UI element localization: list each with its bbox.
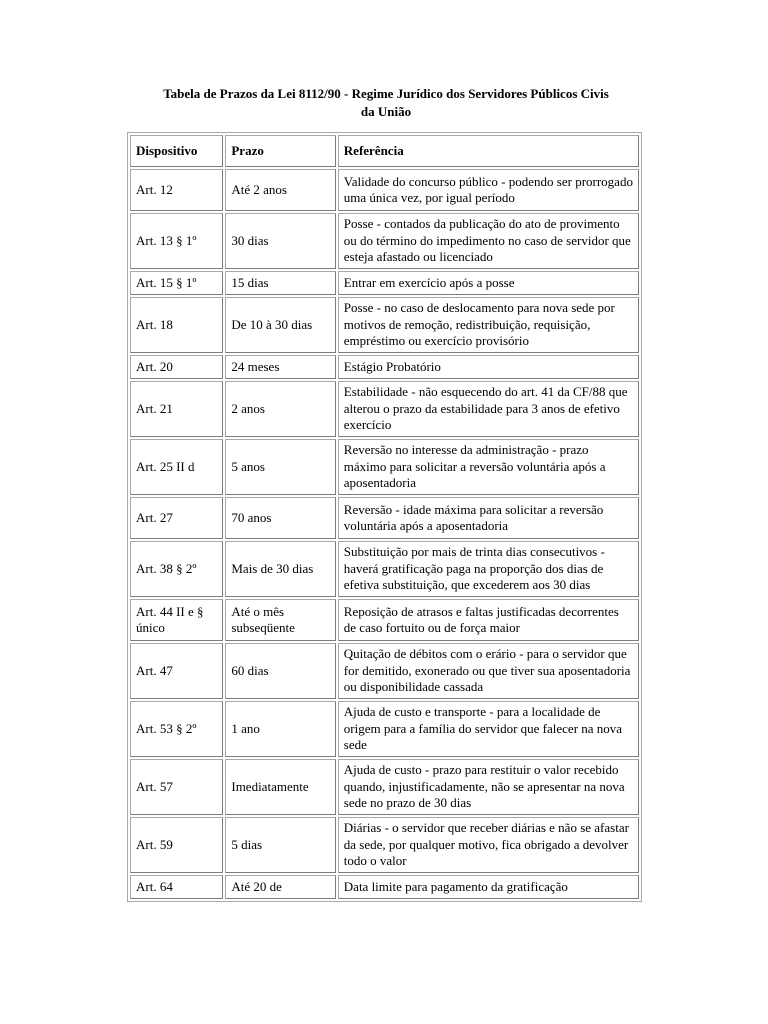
document-title	[130, 85, 642, 121]
cell-prazo: 30 dias	[225, 213, 335, 269]
header-prazo: Prazo	[225, 135, 335, 167]
cell-dispositivo: Art. 21	[130, 381, 223, 437]
cell-prazo: De 10 à 30 dias	[225, 297, 335, 353]
cell-referencia: Ajuda de custo - prazo para restituir o valor recebido quando, injustificadamente, não se apresentar na nova sede no prazo de 30 dias	[338, 759, 639, 815]
table-row	[130, 213, 639, 269]
title-line-1: Tabela de Prazos da Lei 8112/90 - Regime Jurídico dos Servidores Públicos Civis	[163, 86, 609, 101]
table-row	[130, 759, 639, 815]
cell-dispositivo: Art. 38 § 2º	[130, 541, 223, 597]
cell-referencia: Ajuda de custo e transporte - para a localidade de origem para a família do servidor que falecer na nova sede	[338, 701, 639, 757]
cell-dispositivo: Art. 57	[130, 759, 223, 815]
cell-dispositivo: Art. 27	[130, 497, 223, 539]
cell-referencia: Estabilidade - não esquecendo do art. 41 da CF/88 que alterou o prazo da estabilidade para 3 anos de efetivo exercício	[338, 381, 639, 437]
table-row	[130, 817, 639, 873]
cell-prazo: 15 dias	[225, 271, 335, 295]
cell-referencia: Posse - no caso de deslocamento para nova sede por motivos de remoção, redistribuição, requisição, empréstimo ou exercício provisório	[338, 297, 639, 353]
cell-referencia: Quitação de débitos com o erário - para o servidor que for demitido, exonerado ou que tiver sua aposentadoria ou disponibilidade cassada	[338, 643, 639, 699]
header-dispositivo: Dispositivo	[130, 135, 223, 167]
cell-prazo: 70 anos	[225, 497, 335, 539]
table-row	[130, 497, 639, 539]
cell-referencia: Diárias - o servidor que receber diárias e não se afastar da sede, por qualquer motivo, fica obrigado a devolver todo o valor	[338, 817, 639, 873]
cell-referencia: Substituição por mais de trinta dias consecutivos - haverá gratificação paga na proporção dos dias de efetiva substituição, que excederem aos 30 dias	[338, 541, 639, 597]
cell-prazo: 2 anos	[225, 381, 335, 437]
cell-prazo: Até 20 de	[225, 875, 335, 899]
cell-dispositivo: Art. 64	[130, 875, 223, 899]
title-line-2: da União	[360, 104, 412, 119]
table-row	[130, 271, 639, 295]
cell-prazo: 24 meses	[225, 355, 335, 379]
table-row	[130, 875, 639, 899]
cell-prazo: Mais de 30 dias	[225, 541, 335, 597]
cell-referencia: Reposição de atrasos e faltas justificadas decorrentes de caso fortuito ou de força maior	[338, 599, 639, 641]
deadlines-table	[127, 132, 642, 902]
cell-referencia: Reversão - idade máxima para solicitar a reversão voluntária após a aposentadoria	[338, 497, 639, 539]
table-row	[130, 355, 639, 379]
cell-referencia: Estágio Probatório	[338, 355, 639, 379]
cell-dispositivo: Art. 15 § 1º	[130, 271, 223, 295]
cell-dispositivo: Art. 13 § 1º	[130, 213, 223, 269]
table-row	[130, 701, 639, 757]
cell-prazo: Até o mês subseqüente	[225, 599, 335, 641]
cell-dispositivo: Art. 25 II d	[130, 439, 223, 495]
cell-prazo: Imediatamente	[225, 759, 335, 815]
table-row	[130, 297, 639, 353]
table-row	[130, 599, 639, 641]
table-row	[130, 541, 639, 597]
cell-referencia: Entrar em exercício após a posse	[338, 271, 639, 295]
table-row	[130, 439, 639, 495]
cell-referencia: Reversão no interesse da administração - prazo máximo para solicitar a reversão voluntária após a aposentadoria	[338, 439, 639, 495]
cell-dispositivo: Art. 53 § 2º	[130, 701, 223, 757]
cell-prazo: 5 dias	[225, 817, 335, 873]
cell-prazo: Até 2 anos	[225, 169, 335, 211]
table-row	[130, 643, 639, 699]
cell-prazo: 1 ano	[225, 701, 335, 757]
cell-prazo: 5 anos	[225, 439, 335, 495]
cell-referencia: Posse - contados da publicação do ato de provimento ou do término do impedimento no caso de servidor que esteja afastado ou licenciado	[338, 213, 639, 269]
table-row	[130, 169, 639, 211]
cell-referencia: Data limite para pagamento da gratificação	[338, 875, 639, 899]
header-referencia: Referência	[338, 135, 639, 167]
cell-dispositivo: Art. 44 II e § único	[130, 599, 223, 641]
cell-dispositivo: Art. 59	[130, 817, 223, 873]
cell-referencia: Validade do concurso público - podendo ser prorrogado uma única vez, por igual período	[338, 169, 639, 211]
cell-dispositivo: Art. 47	[130, 643, 223, 699]
cell-dispositivo: Art. 12	[130, 169, 223, 211]
table-header-row	[130, 135, 639, 167]
cell-dispositivo: Art. 18	[130, 297, 223, 353]
cell-dispositivo: Art. 20	[130, 355, 223, 379]
cell-prazo: 60 dias	[225, 643, 335, 699]
table-row	[130, 381, 639, 437]
